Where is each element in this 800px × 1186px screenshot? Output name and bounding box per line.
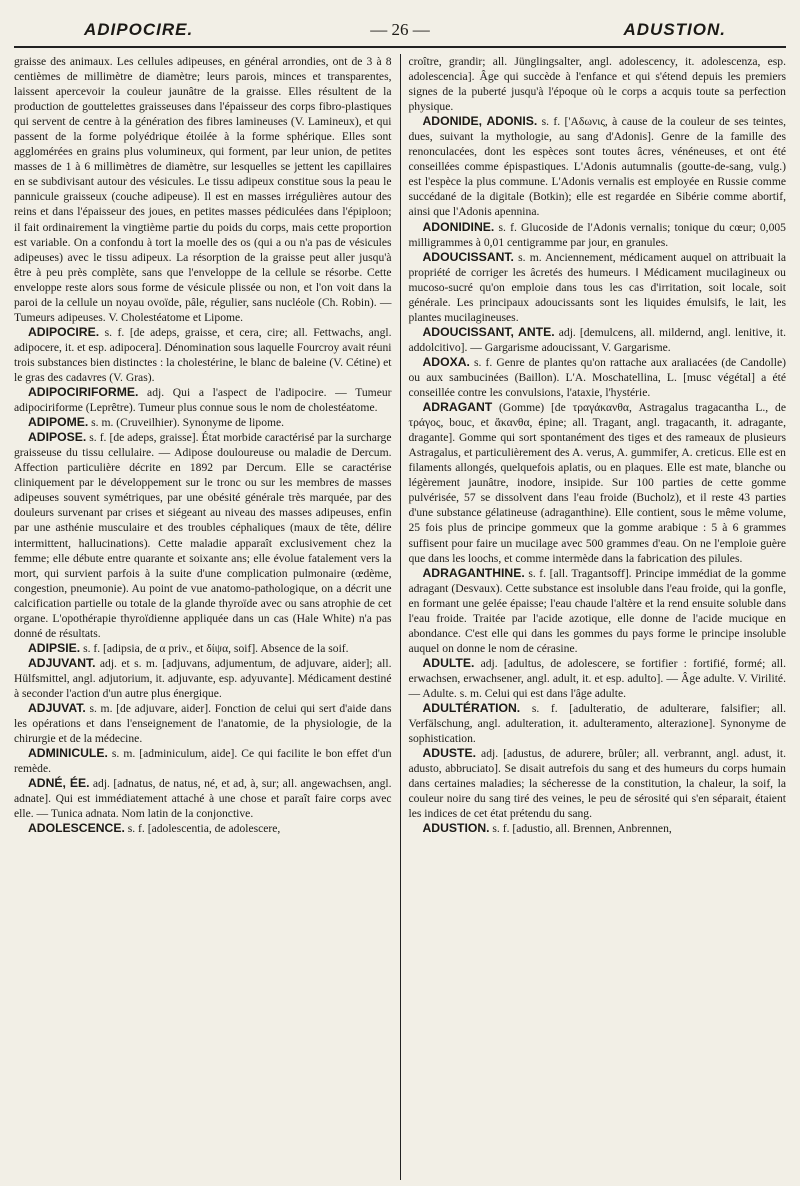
dictionary-entry [14,746,392,776]
entry-headword: ADULTÉRATION. [422,701,521,716]
dictionary-entry [408,325,786,355]
dictionary-entry [408,54,786,114]
entry-definition: s. f. Genre de plantes qu'on rattache aux araliacées (de Candolle) ou aux sambucinées (Baillon). L'A. Moschatellina, L. [musc végétal] a été conseillée contre les convulsions, l'ataxie, l'hystérie. [408,355,786,400]
page-number: — 26 — [370,20,430,39]
page-header [14,18,786,48]
entry-headword: ADOUCISSANT. [422,249,514,264]
entry-headword: ADMINICULE. [28,746,108,761]
entry-headword: ADNÉ, ÉE. [28,776,90,791]
entry-definition: (Gomme) [de τραγάκανθα, Astragalus tragacantha L., de τράγος, bouc, et ἄκανθα, épine; all. Tragant, angl. tragacanth, it. adragante, dragante]. Gomme qui sort spontanément des tiges et des rameaux de plusieurs Astragalus, et particulièrement des A. verus, A. gummifer, A. creticus. Elle est en filaments allongés, quelquefois aplatis, ou en plaques. Elle est mate, blanche ou légèrement jaunâtre, inodore, insipide. Sur 100 parties de cette gomme pulvérisée, 57 se dissolvent dans l'eau froide (Bucholz), et il reste 43 parties d'une substance gélatineuse (adraganthine). Elle contient, sous le même volume, 25 fois plus de principe gommeux que la gomme arabique : 5 à 6 grammes suffisent pour faire un mucilage avec 500 grammes d'eau. On ne l'emploie guère que dans les loochs, et comme intermède dans la fabrication des pilules. [408,401,786,565]
entry-headword: ADONIDINE. [422,219,495,234]
right-column [408,54,786,1180]
entry-definition: adj. [adnatus, de natus, né, et ad, à, sur; all. angewachsen, angl. adnate]. Qui est immédiatement attaché à une chose et paraît faire corps avec elle. — Tunica adnata. Nom latin de la conjonctive. [14,777,392,821]
entry-definition: adj. [demulcens, all. mildernd, angl. lenitive, it. addolcitivo]. — Gargarisme adoucissant, V. Gargarisme. [408,325,786,354]
entry-headword: ADUSTE. [422,746,476,761]
entry-headword: ADRAGANTHINE. [422,565,525,580]
entry-headword: ADIPOSE. [28,430,87,445]
entry-definition: s. m. [adminiculum, aide]. Ce qui facilite le bon effet d'un remède. [14,747,392,776]
entry-definition: graisse des animaux. Les cellules adipeuses, en général arrondies, ont de 3 à 8 centièmes de millimètre de diamètre; leurs parois, minces et transparentes, laissent apercevoir la couleur jaunâtre de la graisse. Elles résultent de la production de gouttelettes graisseuses dans l'épaisseur des corps fibro-plastiques qui servent de centre à la génération des fibres lamineuses (V. Lamineux), et qui passent de la forme polyédrique étoilée à la forme sphérique. Elles sont agglomérées en grains plus volumineux, qui forment, par leur union, de petites masses de 1 à 6 millimètres de diamètre, sur lesquelles se jettent les capillaires en se subdivisant autour des vésicules. Le tissu adipeux constitue sous la peau le pannicule graisseux (couche adipeuse). Il est en masses irrégulières autour des reins et dans l'épaisseur des joues, en petites masses pédiculées dans l'épiploon; il fait ordinairement la vingtième partie du poids du corps, mais cette proportion est variable. On a confondu à tort la moelle des os (qui a ou n'a pas de vésicules adipeuses) avec le tissu adipeux. La résorption de la graisse peut aller jusqu'à être à peu près complète, sans que l'enveloppe de la cellule se résorbe. Cette enveloppe reste alors sous forme de vésicule plissée ou non, et l'on voit dans la paroi de la cellule un noyau ovoïde, pâle, régulier, sans nucléole (Ch. Robin). — Tumeurs adipeuses. V. Cholestéatome et Lipome. [14,55,392,324]
entry-headword: ADJUVANT. [28,655,96,670]
dictionary-entry [14,641,392,656]
dictionary-entry [408,821,786,836]
entry-headword: ADIPOCIRE. [28,324,100,339]
entry-definition: s. f. [adipsia, de α priv., et δίψα, soif]. Absence de la soif. [83,641,349,655]
dictionary-entry [14,701,392,746]
entry-headword: ADIPOCIRIFORME. [28,385,139,400]
entry-definition: s. m. (Cruveilhier). Synonyme de lipome. [91,416,285,430]
dictionary-entry [408,566,786,656]
entry-headword: ADRAGANT [422,400,493,415]
entry-headword: ADULTE. [422,655,475,670]
entry-definition: adj. [adustus, de adurere, brûler; all. verbrannt, angl. adust, it. adusto, abbruciato]. Se disait autrefois du sang et des humeurs du corps humain dans certaines maladies; la sécheresse de la constitution, la chaleur, la soif, la couleur noire du sang tiré des veines, le peu de sérosité qui s'en séparait, étaient les indices de cet état prétendu du sang. [408,747,786,821]
entry-definition: adj. et s. m. [adjuvans, adjumentum, de adjuvare, aider]; all. Hülfsmittel, angl. adjutorium, it. adjuvante, esp. adyuvante]. Médicament destiné à seconder l'action d'un autre plus énergique. [14,656,392,700]
entry-headword: ADONIDE, ADONIS. [422,114,538,129]
dictionary-entry [14,325,392,385]
entry-definition: s. f. ['Αδωνις, à cause de la couleur de ses teintes, dues, suivant la mythologie, au sang d'Adonis]. Genre de la famille des renonculacées, dont les espèces sont toutes âcres, vénéneuses, et ont été conseillées comme épispastiques. L'Adonis autumnalis (goutte-de-sang, vulg.) est l'espèce la plus commune. L'Adonis vernalis est employée en Russie comme succédané de la digitale (Botkin); elle est regardée en Sibérie comme abortif, ainsi que l'Adonis apennina. [408,115,786,219]
entry-headword: ADOXA. [422,354,470,369]
entry-headword: ADIPOME. [28,415,89,430]
dictionary-entry [14,385,392,415]
dictionary-entry [14,776,392,821]
dictionary-entry [408,355,786,400]
dictionary-entry [408,656,786,701]
entry-definition: adj. [adultus, de adolescere, se fortifier : fortifié, formé; all. erwachsen, erwachsener, angl. adult, it. et esp. adulto]. — Âge adulte. V. Virilité. — Adulte. s. m. Celui qui est dans l'âge adulte. [408,656,786,700]
entry-definition: s. f. [de adeps, graisse]. État morbide caractérisé par la surcharge graisseuse du tissu cellulaire. — Adipose douloureuse ou maladie de Dercum. Affection particulière décrite en 1892 par Dercum. Elle se caractérise cliniquement par le développement sur le tronc ou sur les membres de masses adipeuses souvent symétriques, par une obésité générale très marquée, par des douleurs survenant par crises et siégeant au niveau des masses adipeuses, enfin par une asthénie musculaire et des troubles céphaliques (maux de tête, délire intermittent, hallucinations). Cette maladie apparaît exclusivement chez la femme; elle débute entre quarante et soixante ans; elle évolue fatalement vers la mort, qui survient parfois à la suite d'une complication pulmonaire (œdème, congestion, pneumonie). Au point de vue anatomo-pathologique, on a décrit une calcification partielle ou totale de la glande thyroïde avec ou sans atrophie de cet organe. L'opothérapie thyroïdienne appliquée dans un cas (Hale White) n'a pas donné de résultats. [14,431,392,640]
entry-definition: s. f. [adustio, all. Brennen, Anbrennen, [492,822,672,836]
entry-definition: s. f. [adulteratio, de adulterare, falsifier; all. Verfälschung, angl. adulteration, it. adulteramento, alterazione]. Synonyme de sophistication. [408,702,786,746]
entry-headword: ADJUVAT. [28,701,86,716]
entry-definition: s. f. Glucoside de l'Adonis vernalis; tonique du cœur; 0,005 milligrammes à 0,01 centigramme par jour, en granules. [408,220,786,249]
entry-definition: s. f. [all. Tragantsoff]. Principe immédiat de la gomme adragant (Desvaux). Cette substance est insoluble dans l'eau froide, qui la gonfle, en formant une gelée épaisse; l'eau chaude l'altère et la rend ensuite soluble dans l'eau froide. Traitée par l'acide azotique, elle donne de l'acide mucique en abondance. C'est elle qui dans les gommes du pays forme le principe insoluble auquel on donne le nom de cérasine. [408,566,786,655]
dictionary-entry [14,430,392,641]
entry-headword: ADOUCISSANT, ANTE. [422,324,555,339]
dictionary-entry [408,400,786,566]
dictionary-entry [408,746,786,821]
entry-definition: s. m. [de adjuvare, aider]. Fonction de celui qui sert d'aide dans les opérations et dans l'enseignement de l'anatomie, de la physiologie, de la chirurgie et de la médecine. [14,702,392,746]
entry-definition: croître, grandir; all. Jünglingsalter, angl. adolescency, it. adolescenza, esp. adolescencia]. Âge qui succède à l'enfance et qui s'étend depuis les premiers signes de la puberté jusqu'à l'époque où le corps a acquis toute sa perfection physique. [408,55,786,114]
entry-definition: s. f. [de adeps, graisse, et cera, cire; all. Fettwachs, angl. adipocere, it. et esp. adipocera]. Dénomination sous laquelle Fourcroy avait réuni trois substances bien distinctes : la cholestérine, le blanc de baleine (V. Cétine) et le gras des cadavres (V. Gras). [14,325,392,384]
entry-headword: ADOLESCENCE. [28,821,125,836]
entry-definition: s. m. Anciennement, médicament auquel on attribuait la propriété de corriger les âcretés des humeurs. ‖ Médicament mucilagineux ou mucoso-sucré qu'on emploie dans tous les cas d'irritation, soit locale, soit générale. Les principaux adoucissants sont les liquides émulsifs, le lait, les plantes mucilagineuses. [408,250,786,324]
text-columns [14,54,786,1180]
dictionary-entry [14,415,392,430]
entry-headword: ADIPSIE. [28,640,81,655]
header-right-guide-word: ADUSTION. [623,20,726,39]
entry-headword: ADUSTION. [422,821,490,836]
dictionary-entry [14,821,392,836]
dictionary-entry [408,701,786,746]
entry-definition: adj. Qui a l'aspect de l'adipocire. — Tumeur adipociriforme (Leprêtre). Tumeur plus connue sous le nom de cholestéatome. [14,386,392,415]
left-column [14,54,392,1180]
header-left-guide-word: ADIPOCIRE. [84,20,194,39]
dictionary-entry [408,220,786,250]
dictionary-entry [14,54,392,325]
column-divider [400,54,401,1180]
entry-definition: s. f. [adolescentia, de adolescere, [127,822,281,836]
dictionary-entry [408,114,786,219]
dictionary-entry [14,656,392,701]
dictionary-entry [408,250,786,325]
